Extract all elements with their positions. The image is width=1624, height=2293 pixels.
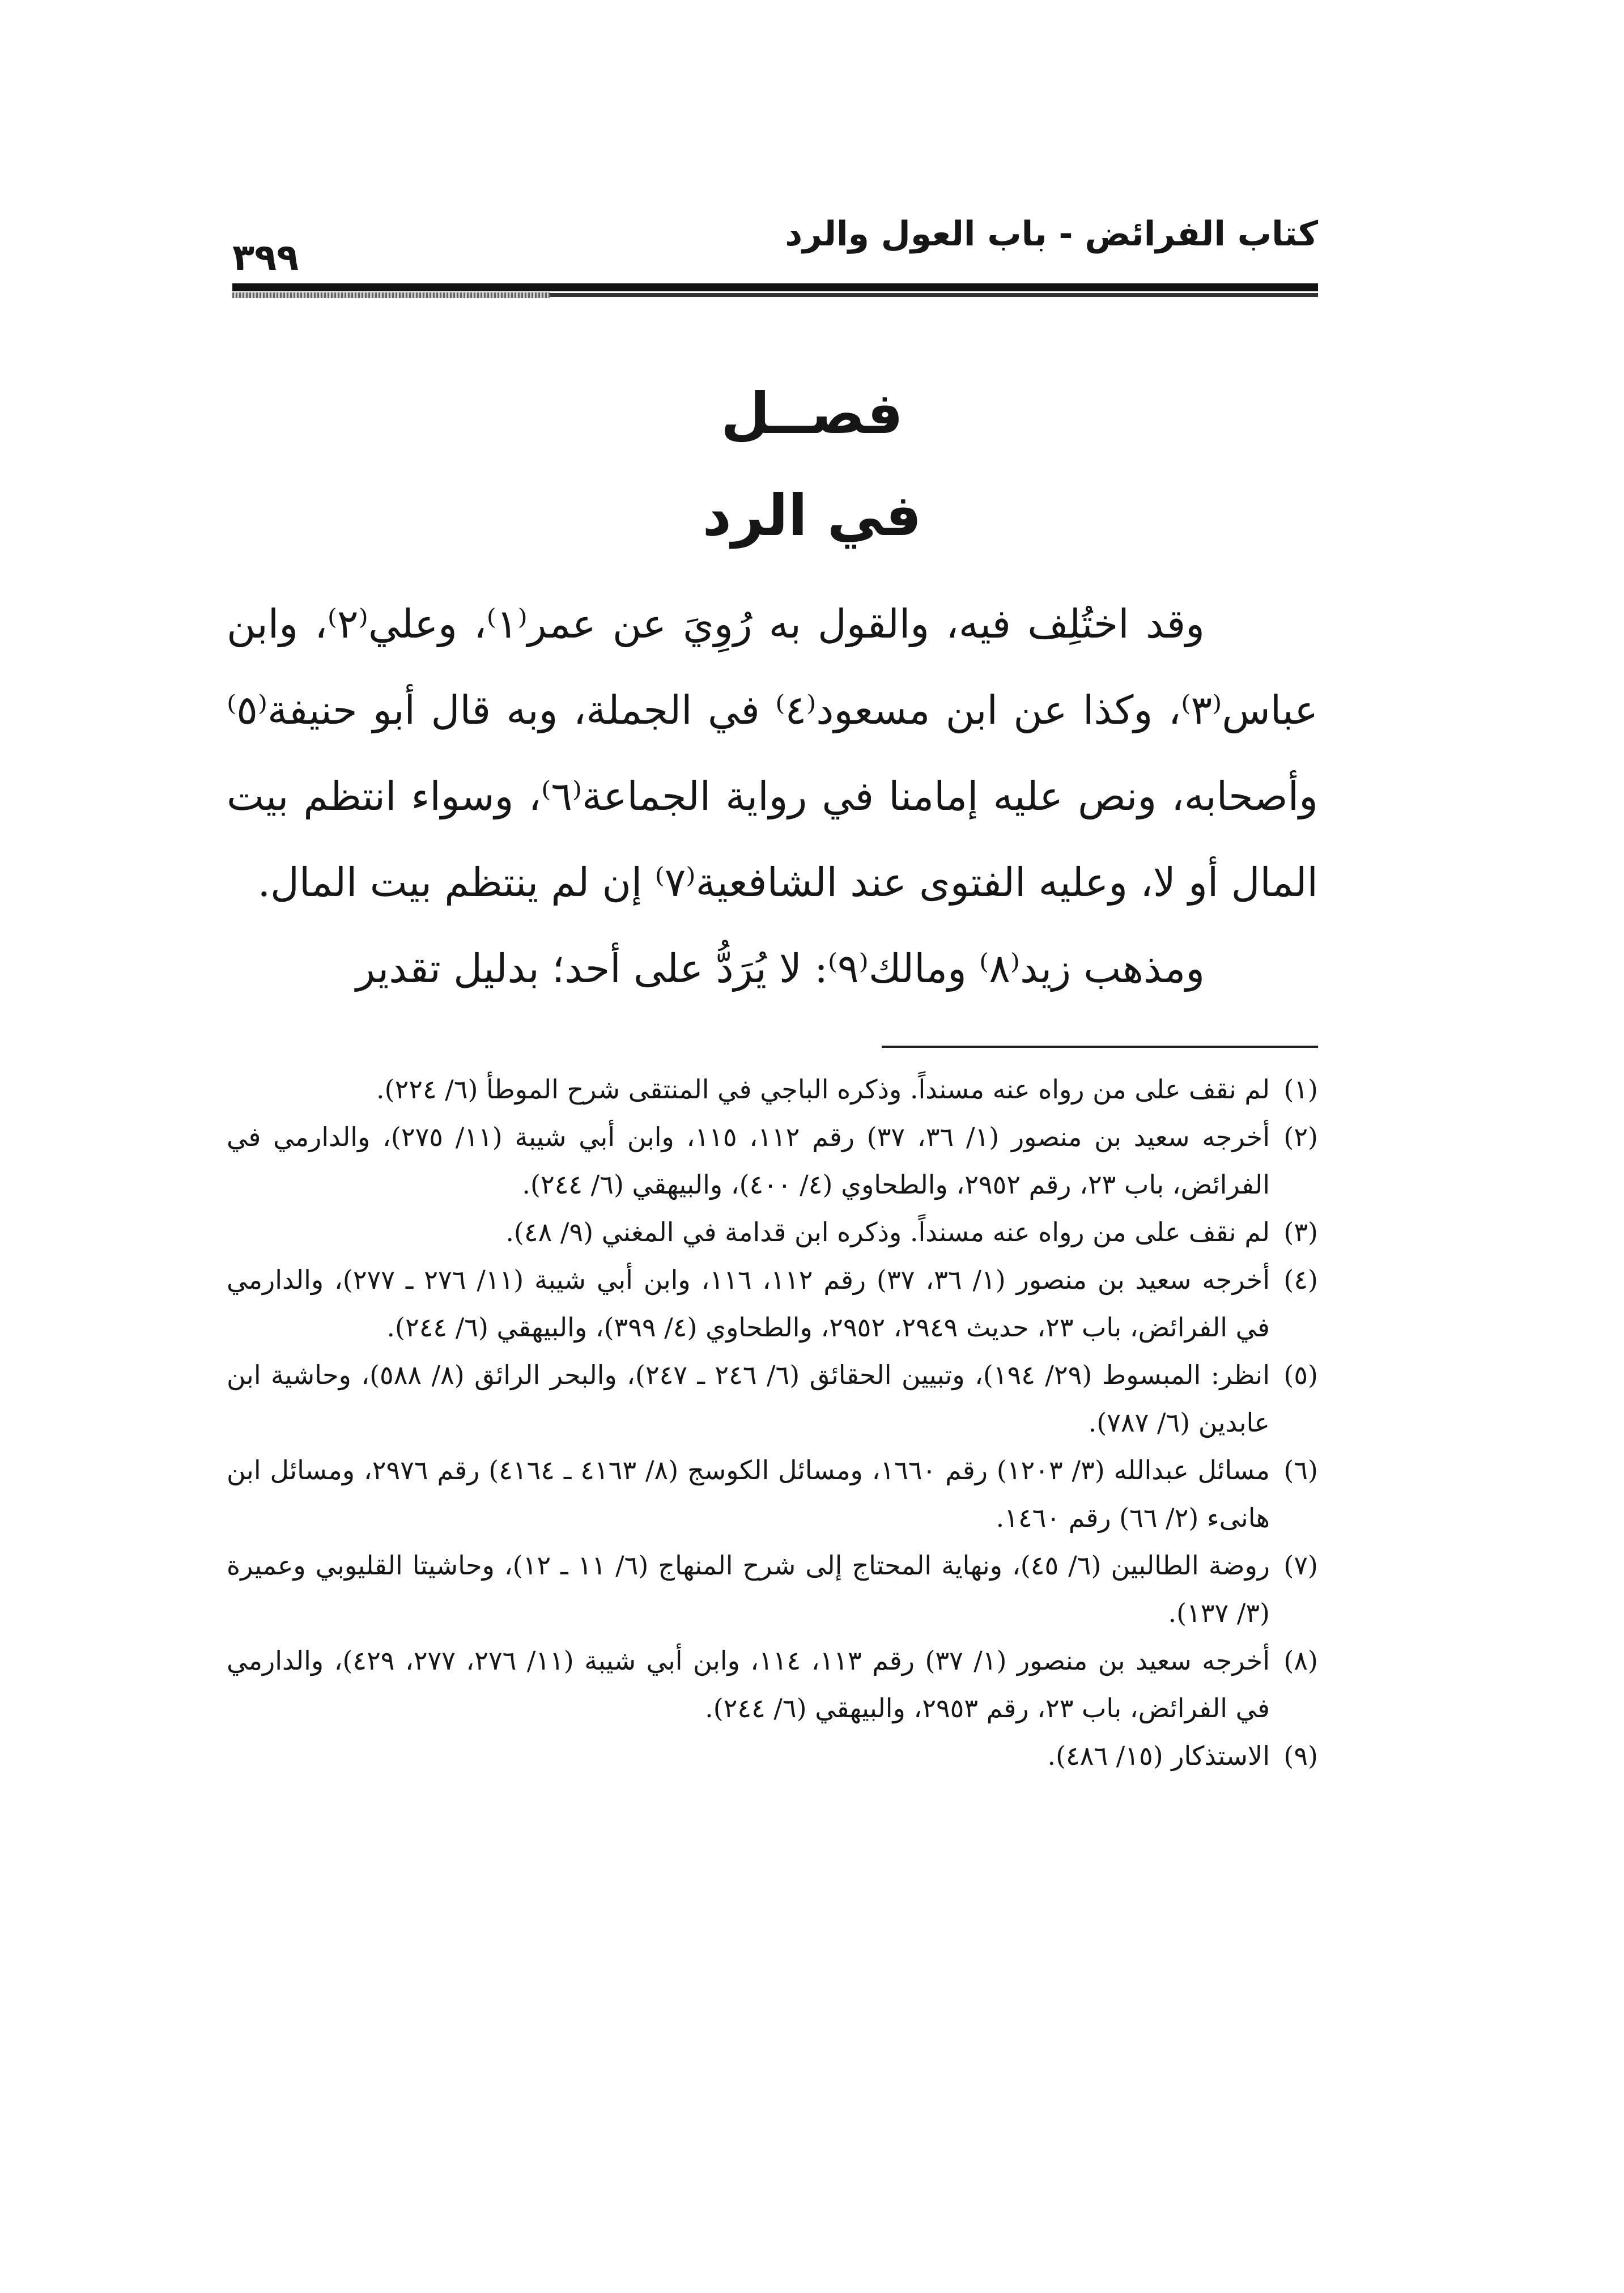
footnote-number: (٣): [1283, 1217, 1318, 1247]
section-subtitle: في الرد: [702, 482, 922, 549]
header-rule-shade: [232, 292, 550, 298]
footnote-number: (٧): [1283, 1550, 1318, 1581]
running-head: [232, 214, 1318, 279]
footnote-number: (٥): [1283, 1360, 1318, 1390]
footnote: [227, 1637, 1318, 1732]
footnote-text: روضة الطالبين (٦/ ٤٥)، ونهاية المحتاج إلى شرح المنهاج (٦/ ١١ ـ ١٢)، وحاشيتا القليوبي وعميرة (٣/ ١٣٧).: [227, 1550, 1270, 1628]
footnote-number: (٤): [1283, 1264, 1318, 1295]
body-paragraph: ومذهب زيد⁽٨⁾ ومالك⁽٩⁾: لا يُرَدُّ على أحد؛ بدليل تقدير: [356, 945, 1205, 992]
footnote: [227, 1208, 1318, 1256]
footnote-text: أخرجه سعيد بن منصور (١/ ٣٦، ٣٧) رقم ١١٢، ١١٥، وابن أبي شيبة (١١/ ٢٧٥)، والدارمي في الفرائض، باب ٢٣، رقم ٢٩٥٢، والطحاوي (٤/ ٤٠٠)، والبيهقي (٦/ ٢٤٤).: [227, 1122, 1270, 1200]
footnote: [227, 1732, 1318, 1780]
footnote: [227, 1542, 1318, 1637]
footnotes: [227, 1065, 1318, 1780]
main-text: [227, 581, 1318, 1012]
footnote: [227, 1256, 1318, 1351]
footnote-number: (٦): [1283, 1455, 1318, 1485]
footnote-text: أخرجه سعيد بن منصور (١/ ٣٧) رقم ١١٣، ١١٤، وابن أبي شيبة (١١/ ٢٧٦، ٢٧٧، ٤٢٩)، والدارمي في الفرائض، باب ٢٣، رقم ٢٩٥٣، والبيهقي (٦/ ٢٤٤).: [227, 1645, 1270, 1723]
footnote: [227, 1113, 1318, 1208]
footnote: [227, 1351, 1318, 1446]
footnote-divider: [882, 1046, 1318, 1048]
footnote-text: انظر: المبسوط (٢٩/ ١٩٤)، وتبيين الحقائق (٦/ ٢٤٦ ـ ٢٤٧)، والبحر الرائق (٨/ ٥٨٨)، وحاشية ابن عابدين (٦/ ٧٨٧).: [227, 1360, 1270, 1438]
section-heading: [0, 363, 1624, 567]
footnote-number: (١): [1283, 1074, 1318, 1105]
footnote-text: أخرجه سعيد بن منصور (١/ ٣٦، ٣٧) رقم ١١٢، ١١٦، وابن أبي شيبة (١١/ ٢٧٦ ـ ٢٧٧)، والدارمي في الفرائض، باب ٢٣، حديث ٢٩٤٩، ٢٩٥٢، والطحاوي (٤/ ٣٩٩)، والبيهقي (٦/ ٢٤٤).: [227, 1264, 1270, 1343]
footnote-number: (٢): [1283, 1122, 1318, 1152]
footnote-text: لم نقف على من رواه عنه مسنداً. وذكره ابن قدامة في المغني (٩/ ٤٨).: [505, 1217, 1270, 1247]
footnote: [227, 1065, 1318, 1113]
section-title: فصــل: [721, 380, 903, 447]
footnote-text: الاستذكار (١٥/ ٤٨٦).: [1047, 1740, 1270, 1771]
running-title: كتاب الفرائض - باب العول والرد: [785, 214, 1318, 254]
footnote-number: (٨): [1283, 1645, 1318, 1676]
page-number: ٣٩٩: [232, 237, 299, 279]
footnote-number: (٩): [1283, 1740, 1318, 1771]
body-paragraph: وقد اختُلِف فيه، والقول به رُوِيَ عن عمر⁽١⁾، وعلي⁽٢⁾، وابن عباس⁽٣⁾، وكذا عن ابن مسعود⁽٤⁾ في الجملة، وبه قال أبو حنيفة⁽٥⁾ وأصحابه، ونص عليه إمامنا في رواية الجماعة⁽٦⁾، وسواء انتظم بيت المال أو لا، وعليه الفتوى عند الشافعية⁽٧⁾ إن لم ينتظم بيت المال.: [227, 601, 1318, 906]
footnote: [227, 1446, 1318, 1542]
footnote-text: مسائل عبدالله (٣/ ١٢٠٣) رقم ١٦٦٠، ومسائل الكوسج (٨/ ٤١٦٣ ـ ٤١٦٤) رقم ٢٩٧٦، ومسائل ابن هانىء (٢/ ٦٦) رقم ١٤٦٠.: [227, 1455, 1270, 1533]
footnote-text: لم نقف على من رواه عنه مسنداً. وذكره الباجي في المنتقى شرح الموطأ (٦/ ٢٢٤).: [376, 1074, 1270, 1105]
